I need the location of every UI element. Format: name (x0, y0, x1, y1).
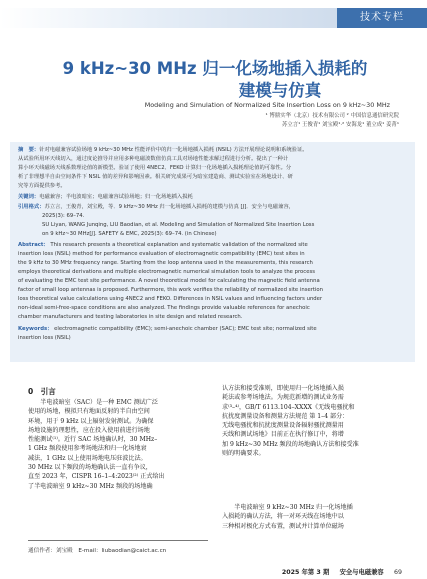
abstract-en-line: Abstract： This research presents a theoretical explanation and systematic validation of the normalized site (18, 242, 308, 248)
abstract-cn-label: 摘 要： (18, 147, 40, 153)
keywords-cn-label: 关键词： (18, 194, 40, 200)
abstract-cn-line: 摘 要：针对电磁兼容试验场地 9 kHz~30 MHz 性能评价中的归一化场地插入损耗 (NSIL) 方法开展理论说明和系统验证。 (18, 147, 308, 153)
abstract-en-line: of evaluating the EMC test site performance. A novel theoretical model for calculating the magnetic field antenna (18, 278, 320, 284)
footer-journal: 安全与电磁兼容 (339, 569, 384, 576)
intro-paragraph-left: 半电波暗室（SAC）是一种 EMC 测试广泛 使用的场地，模拟只有地面反射的半自由空间 环境，用于 9 kHz 以上辐射发射测试。为确保 场地设施的理想性，应在投入使用前进行场地 性能测试⁽¹⁾。近行 SAC 场地确认时，30 MHz– 1 GHz 频段使用参考场地法和归一化场地衰 减法，1 GHz 以上使用场地电压驻波比法。 30 MHz 以下频段的场地确认法一直有争议， 直至 2023 年，CISPR 16–1–4:2023⁽²⁾ 正式给出 了半电波暗室 9 kHz~30 MHz 频段的场地确 (28, 399, 165, 490)
footer-issue: 2025 年第 3 期 (281, 569, 330, 576)
citation-cn-label: 引用格式： (18, 204, 45, 210)
citation-en-line: SU Liyan, WANG Junqing, LIU Baodian, et al. Modeling and Simulation of Normalized Site Insertion Loss (42, 222, 315, 228)
footer-page-number: 69 (393, 569, 402, 576)
citation-cn-line: 2025(3): 69–74. (42, 213, 85, 219)
article-title (60, 58, 370, 102)
abstract-en-line: the 9 kHz to 30 MHz frequency range. Starting from the loop antenna used in the measurements, this research (18, 260, 313, 266)
abstract-en-line: employs theoretical derivations and multiple electromagnetic numerical simulation tools to analyze the process (18, 269, 315, 275)
article-title-line-2: 建模与仿真 (238, 81, 322, 100)
section-heading-intro: 0 引言 (28, 387, 56, 396)
intro-paragraph-right: 认方法和接受准则，即使用归一化场地插入损 耗法或参考场地法。为规范新增的测试业务需 求⁽³–⁴⁾，GB/T 6113.104–XXXX《无线电骚扰和 抗扰度测量设备和测量方法规范 第 1–4 部分： 无线电骚扰和抗扰度测量设备辐射骚扰测量用 天线和测试场地》目前正在执行修订中，将增 加 9 kHz~30 MHz 频段的场地确认方法和接受准 则的明确要求。 (222, 385, 359, 458)
abstract-cn-line: 从试验所用环天线切入，通过度论推导并应用多种电磁波数值仿真工具对场地性能求解过程进行分析。提出了一种计 (18, 156, 289, 162)
article-title-en: Modeling and Simulation of Normalized Site Insertion Loss on 9 kHz~30 MHz (144, 101, 390, 109)
affiliations: ¹ 博鼎实华（北京）技术有限公司 ² 中国信息通信研究院 (265, 113, 399, 119)
keywords-en-line: insertion loss (NSIL) (18, 335, 71, 341)
citation-en-line: on 9 kHz~30 MHz[J]. SAFETY & EMC, 2025(3): 69–74. (in Chinese) (42, 231, 217, 237)
abstract-cn-line: 究等方面提供参考。 (18, 183, 66, 189)
page-footer (282, 567, 402, 576)
header-gradient-strip (0, 8, 337, 28)
keywords-en: Keywords： electromagnetic compatibility (EMC); semi-anechoic chamber (SAC); EMC test site; normalized site (18, 326, 317, 332)
abstract-en-line: loss theoretical value calculations using 4NEC2 and FEKO. Differences in NSIL values and influencing factors under (18, 296, 323, 302)
author-block (266, 112, 399, 130)
header-band (0, 0, 427, 38)
corresponding-author-footnote: 通信作者：刘宝殿 E-mail：liubaodian@caict.ac.cn (28, 548, 167, 554)
keywords-en-label: Keywords： (18, 326, 53, 332)
abstract-en-label: Abstract： (18, 242, 49, 248)
author-names: 苏立言¹ 王俊青¹ 刘宝殿¹·² 安海龙¹ 董立成¹ 姜菁¹ (281, 122, 399, 128)
abstract-cn-line: 析了非理想半自由空间条件下 NSIL 值的差异和影响因素。相关研究成果可为暗室建造商、测试实验室在场地设计、研 (18, 174, 293, 180)
abstract-en-line: factor of small loop antennas is proposed. Furthermore, this work verifies the reliability of normalized site insertion (18, 287, 324, 293)
abstract-en-line: chamber manufacturers and testing laboratories in site design and related research. (18, 314, 243, 320)
citation-cn: 引用格式：苏立言，王俊青，刘宝殿，等．9 kHz~30 MHz 归一化场地插入损耗的建模与仿真 [J]．安全与电磁兼容， (18, 204, 294, 210)
abstract-en-line: insertion loss (NSIL) method for performance evaluation of electromagnetic compatibility (EMC) test sites in (18, 251, 305, 257)
abstract-cn-line: 算小环天线磁场天线系数理论值的新模型。验证了使用 4NEC2、FEKO 计算归一化场地插入损耗理论值的可靠性。分 (18, 165, 292, 171)
article-title-line-1: 9 kHz~30 MHz 归一化场地插入损耗的 (62, 59, 368, 78)
abstract-en-line: non-ideal semi-free-space conditions are also analyzed. The findings provide valuable references for anechoic (18, 305, 310, 311)
section-tag: 技术专栏 (337, 8, 427, 28)
intro-paragraph-right-2: 半电波暗室 9 kHz~30 MHz 归一化场地插 入损耗的确认方法，将一对环天线在场地中以 三种相对极化方式布置，测试并计算单位磁场 (222, 504, 353, 530)
footnote-divider (28, 540, 208, 541)
keywords-cn: 关键词：电磁兼容；半电波暗室；电磁兼容试验场地；归一化场地插入损耗 (18, 194, 193, 200)
